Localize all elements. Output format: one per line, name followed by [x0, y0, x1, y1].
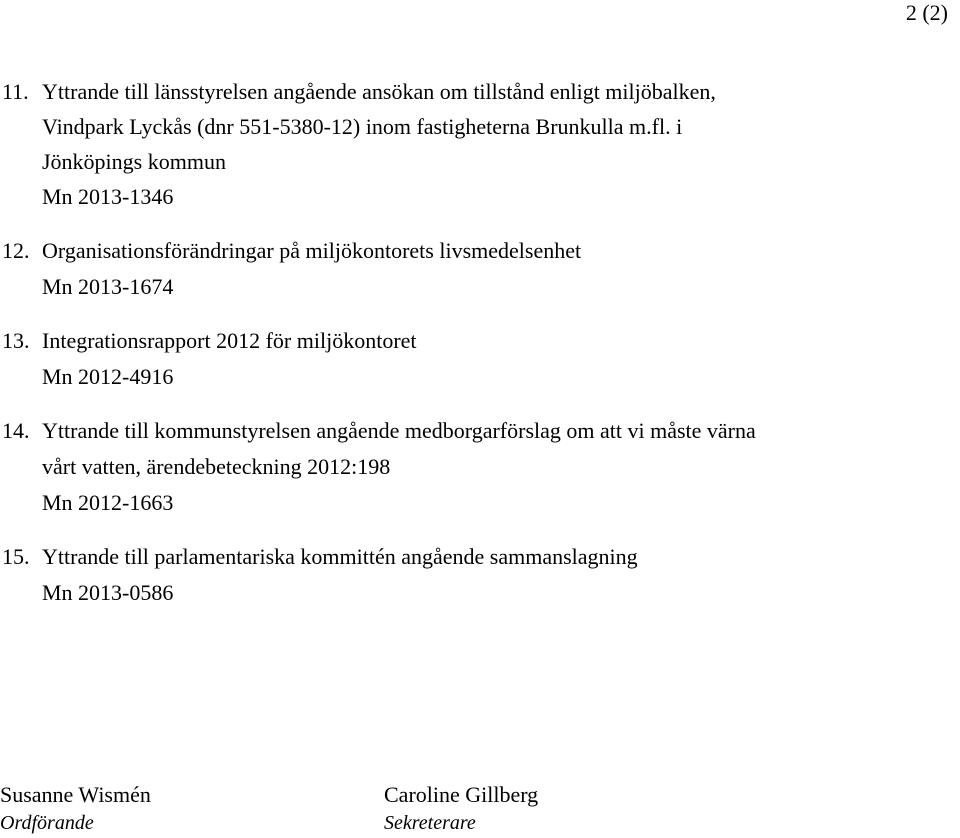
signature-name: Caroline Gillberg: [384, 782, 539, 807]
agenda-item-body: [42, 323, 960, 395]
signature-role: Sekreterare: [384, 812, 476, 834]
agenda-item-body: [42, 539, 960, 611]
agenda-item-title: Yttrande till länsstyrelsen angående ansökan om tillstånd enligt miljöbalken, Vindpark Lyckås (dnr 551-5380-12) inom fastigheterna Brunkulla m.fl. i Jönköpings kommun: [42, 79, 716, 174]
agenda-item-number: 11.: [2, 79, 29, 104]
agenda-item: [0, 413, 960, 521]
agenda-item: [0, 233, 960, 305]
agenda-item-reference: Mn 2013-0586: [42, 580, 174, 605]
signature-name: Susanne Wismén: [0, 782, 151, 807]
agenda-item-number: 13.: [2, 328, 30, 353]
agenda-item-title: Integrationsrapport 2012 för miljökontoret: [42, 328, 417, 353]
signature-secretary: [384, 780, 538, 836]
agenda-list: [0, 74, 960, 629]
agenda-item-body: [42, 233, 960, 305]
agenda-item: [0, 539, 960, 611]
page-number: 2 (2): [905, 0, 948, 25]
agenda-item-title: Yttrande till parlamentariska kommittén angående sammanslagning: [42, 544, 638, 569]
agenda-item-reference: Mn 2013-1346: [42, 184, 174, 209]
agenda-item: [0, 74, 960, 214]
agenda-item-reference: Mn 2013-1674: [42, 274, 174, 299]
signature-chair: [0, 780, 151, 836]
agenda-item-reference: Mn 2012-1663: [42, 490, 174, 515]
agenda-item-title: Organisationsförändringar på miljökontorets livsmedelsenhet: [42, 238, 582, 263]
agenda-item-title: Yttrande till kommunstyrelsen angående medborgarförslag om att vi måste värna vårt vatten, ärendebeteckning 2012:198: [42, 418, 756, 479]
agenda-item-number: 12.: [2, 238, 30, 263]
agenda-item-number: 15.: [2, 544, 30, 569]
agenda-item-number: 14.: [2, 418, 30, 443]
agenda-item: [0, 323, 960, 395]
signature-role: Ordförande: [0, 812, 94, 834]
agenda-item-body: [42, 74, 960, 214]
agenda-item-reference: Mn 2012-4916: [42, 364, 174, 389]
agenda-item-body: [42, 413, 960, 521]
